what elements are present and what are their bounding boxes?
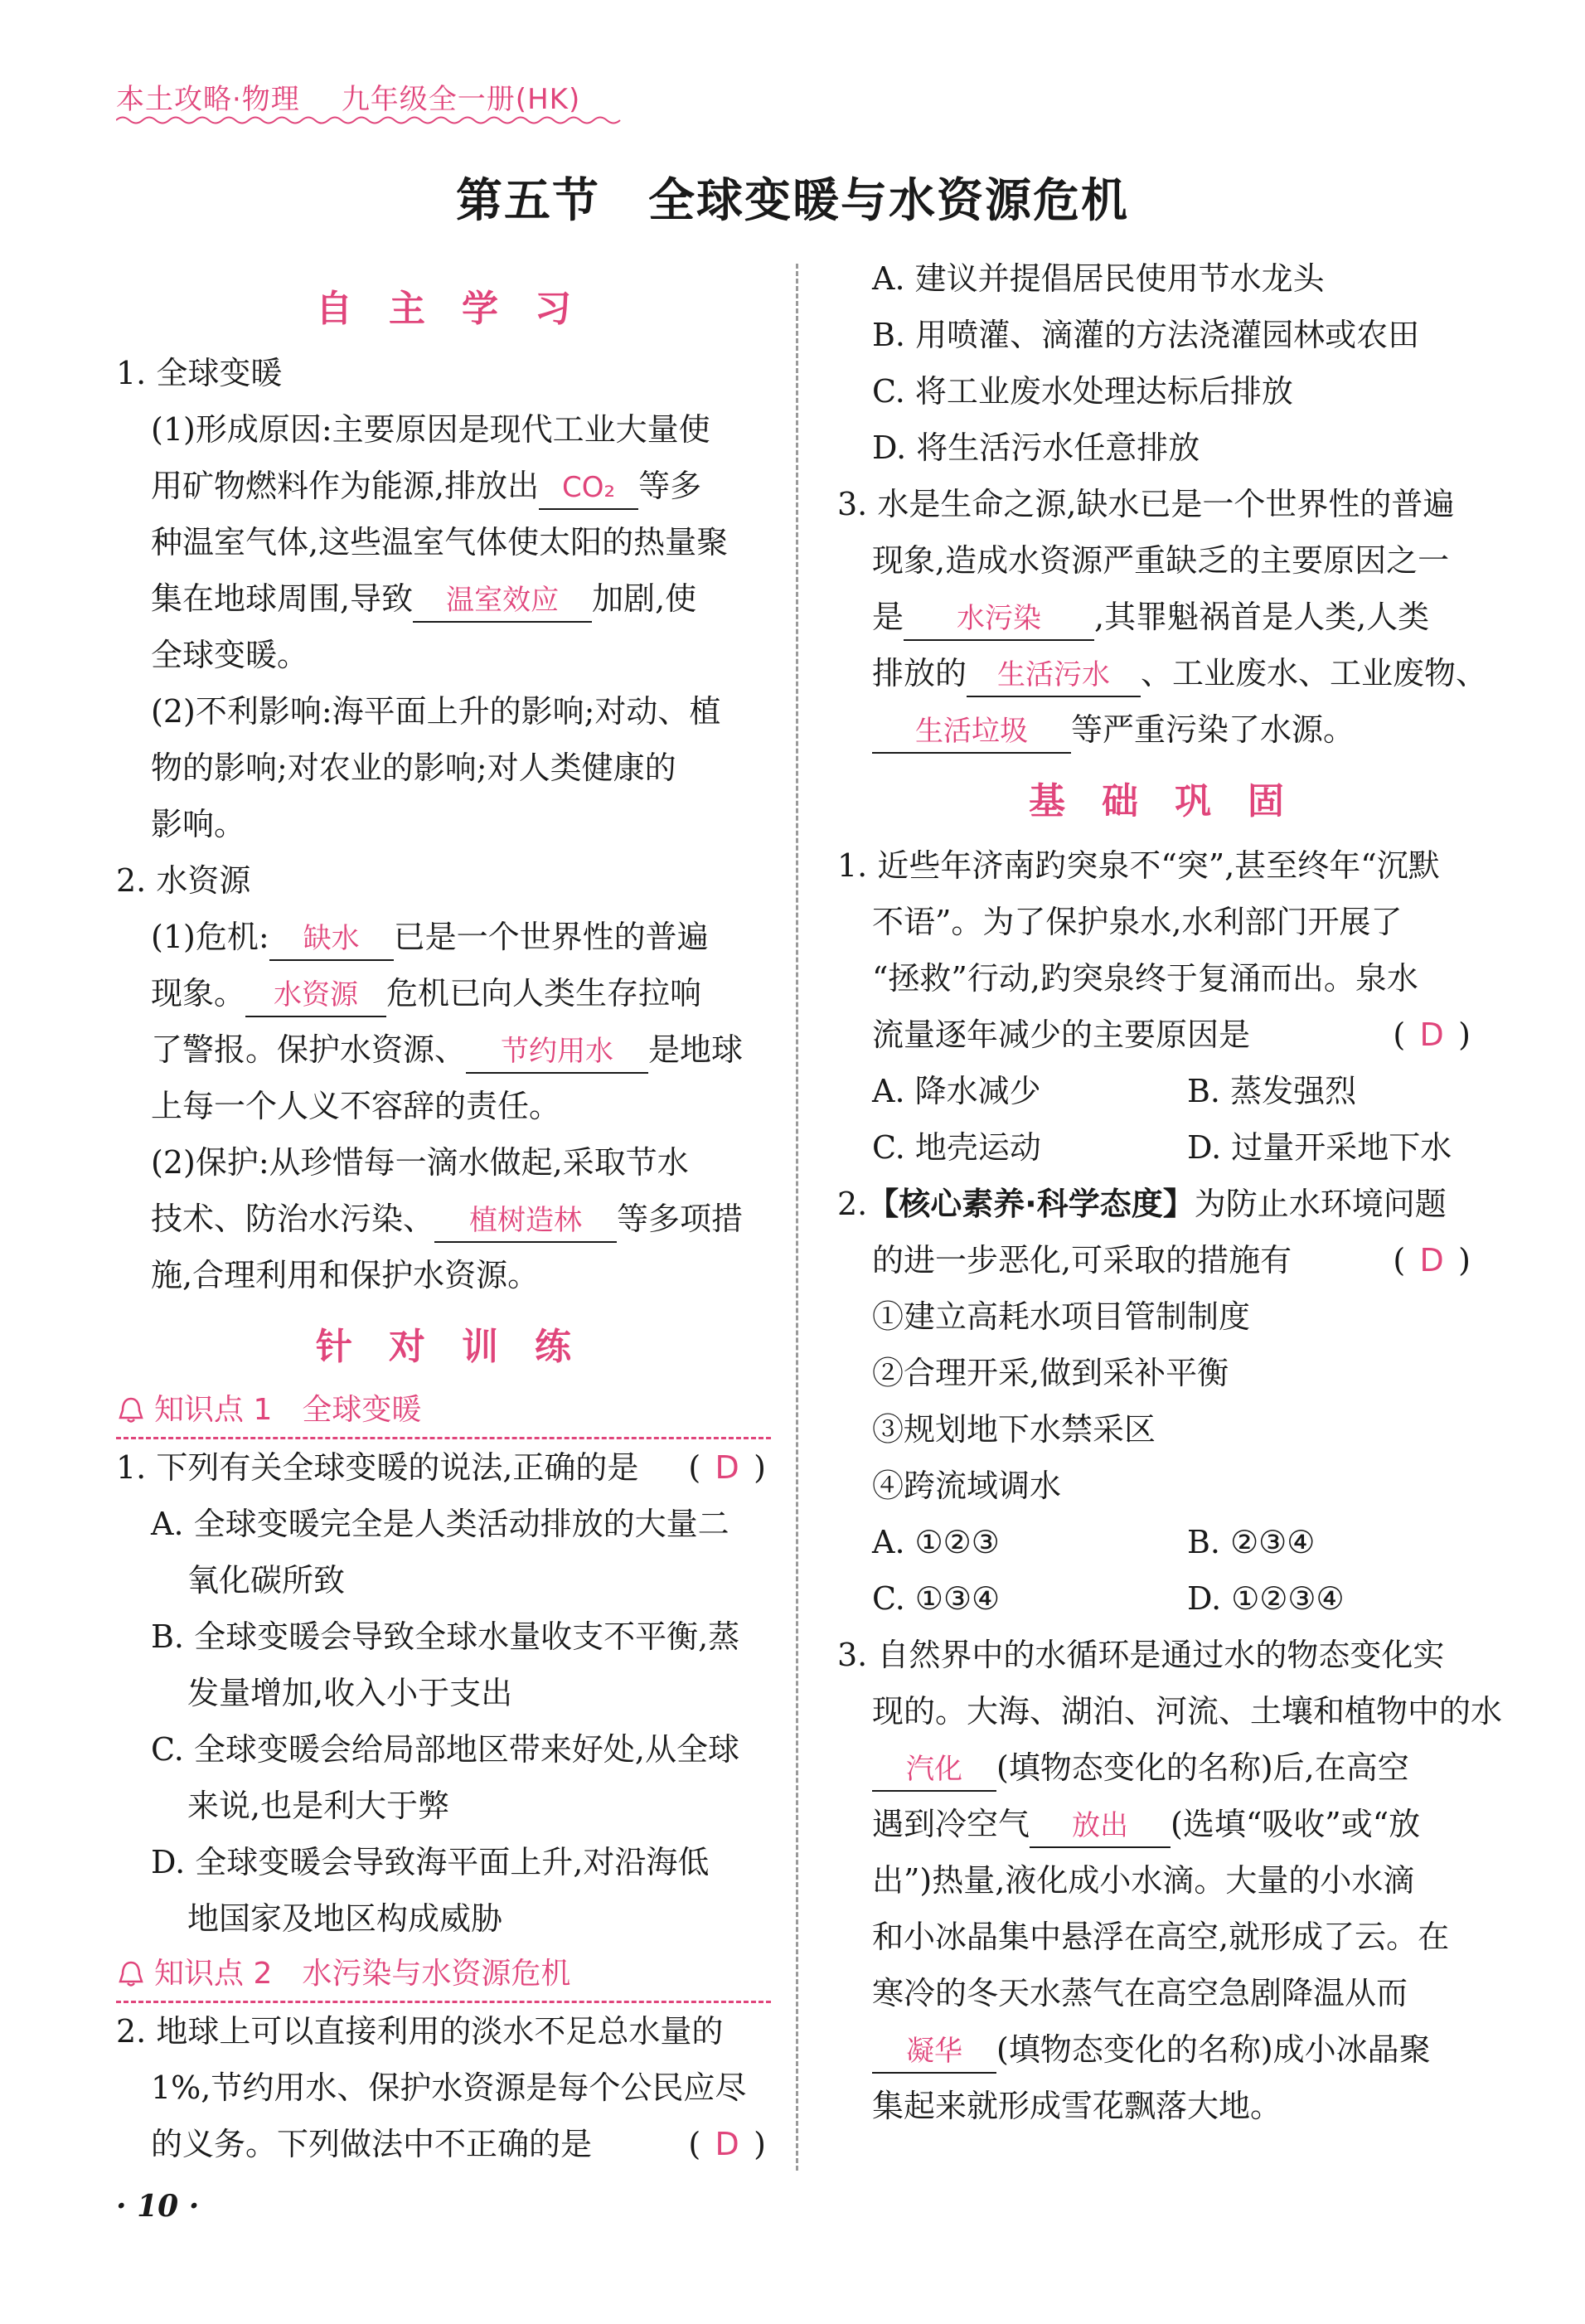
text-line: 集在地球周围,导致 温室效应 加剧,使 — [116, 570, 771, 627]
text-line: 不语”。为了保护泉水,水利部门开展了 — [872, 904, 1403, 940]
answer-choice: D — [1419, 1242, 1444, 1278]
question-line: 3. 水是生命之源,缺水已是一个世界性的普遍 — [837, 486, 1455, 522]
answer-blank: 缺水 — [269, 918, 394, 961]
text-line: 生活垃圾 等严重污染了水源。 — [837, 701, 1476, 758]
column-divider — [796, 264, 798, 2171]
answer-choice: D — [1419, 1016, 1444, 1053]
question-line: 2. 水资源 — [116, 862, 251, 899]
answer-blank: 凝华 — [872, 2030, 996, 2074]
section-char: 对 — [383, 1319, 431, 1367]
option-line: 氧化碳所致 — [187, 1562, 346, 1599]
option-line: A. 建议并提倡居民使用节水龙头 — [872, 260, 1325, 297]
page-number: · 10 · — [116, 2189, 200, 2224]
text-line: 1%,节约用水、保护水资源是每个公民应尽 — [151, 2069, 747, 2106]
answer-blank: 汽化 — [872, 1749, 996, 1792]
option-line: B. 全球变暖会导致全球水量收支不平衡,蒸 — [151, 1618, 740, 1655]
text-line: ①建立高耗水项目管制制度 — [872, 1298, 1251, 1335]
left-column — [116, 265, 771, 2172]
answer-choice: D — [715, 2126, 739, 2162]
section-char: 习 — [529, 281, 577, 329]
section-training — [116, 1303, 771, 1383]
question-line: 3. 自然界中的水循环是通过水的物态变化实 — [837, 1637, 1445, 1673]
option-line: A. ①②③ B. ②③④ — [872, 1524, 1316, 1560]
text-line: 技术、防治水污染、 植树造林 等多项措 — [116, 1191, 771, 1247]
option-line: 发量增加,收入小于支出 — [187, 1675, 513, 1711]
option-line: C. 将工业废水处理达标后排放 — [872, 373, 1293, 410]
text-line: 种温室气体,这些温室气体使太阳的热量聚 — [151, 524, 729, 560]
text-line: (2)不利影响:海平面上升的影响;对动、植 — [151, 693, 721, 730]
core-literacy-tag: 【核心素养·科学态度】 — [867, 1186, 1195, 1222]
text-line: (1)危机: 缺水 已是一个世界性的普遍 — [116, 909, 771, 965]
answer-blank: 放出 — [1030, 1805, 1171, 1848]
option-line: D. 全球变暖会导致海平面上升,对沿海低 — [151, 1844, 710, 1880]
section-basic — [837, 758, 1476, 837]
section-char: 学 — [456, 281, 504, 329]
text-line: 用矿物燃料作为能源,排放出 CO₂ 等多 — [116, 458, 771, 514]
page-title: 第五节 全球变暖与水资源危机 — [456, 173, 1129, 228]
option-line: D. 将生活污水任意排放 — [872, 429, 1200, 466]
option-line: B. 用喷灌、滴灌的方法浇灌园林或农田 — [872, 317, 1420, 353]
answer-blank: 温室效应 — [413, 580, 592, 623]
book-grade: 九年级全一册(HK) — [341, 83, 581, 116]
question-line: 1. 全球变暖 — [116, 355, 283, 391]
answer-blank: 生活污水 — [967, 654, 1141, 697]
text-line: 是 水污染 ,其罪魁祸首是人类,人类 — [837, 589, 1476, 645]
question-line: 1. 下列有关全球变暖的说法,正确的是 ( D ) — [116, 1439, 771, 1496]
text-line: 寒冷的冬天水蒸气在高空急剧降温从而 — [872, 1975, 1408, 2011]
question-line: 2.【核心素养·科学态度】为防止水环境问题 — [837, 1186, 1447, 1222]
text-line: 物的影响;对农业的影响;对人类健康的 — [151, 750, 676, 786]
text-line: 凝华 (填物态变化的名称)成小冰晶聚 — [837, 2021, 1476, 2078]
text-line: (1)形成原因:主要原因是现代工业大量使 — [151, 411, 710, 448]
knowledge-point-1: 知识点 1 全球变暖 — [116, 1383, 771, 1439]
section-char: 巩 — [1169, 774, 1217, 822]
text-line: 集起来就形成雪花飘落大地。 — [872, 2088, 1282, 2124]
text-line: “拯救”行动,趵突泉终于复涌而出。泉水 — [872, 960, 1418, 997]
option-line: 来说,也是利大于弊 — [187, 1788, 450, 1824]
text-line: 遇到冷空气 放出 (选填“吸收”或“放 — [837, 1796, 1476, 1852]
text-line: 现象,造成水资源严重缺乏的主要原因之一 — [872, 542, 1450, 579]
section-char: 础 — [1096, 774, 1144, 822]
text-line: (2)保护:从珍惜每一滴水做起,采取节水 — [151, 1144, 689, 1181]
text-line: 现象。 水资源 危机已向人类生存拉响 — [116, 965, 771, 1021]
text-line: ②合理开采,做到采补平衡 — [872, 1355, 1229, 1391]
header-wave-underline — [116, 114, 623, 126]
answer-blank: 植树造林 — [434, 1200, 617, 1243]
text-line: 排放的 生活污水 、工业废水、工业废物、 — [837, 645, 1476, 701]
bell-icon — [116, 1395, 146, 1425]
text-line: 流量逐年减少的主要原因是 ( D ) — [837, 1007, 1476, 1063]
answer-blank: 水污染 — [904, 598, 1094, 641]
answer-blank: 水资源 — [245, 974, 386, 1017]
answer-blank: 节约用水 — [466, 1031, 648, 1074]
text-line: 了警报。保护水资源、 节约用水 是地球 — [116, 1021, 771, 1078]
text-line: 的义务。下列做法中不正确的是 ( D ) — [116, 2116, 771, 2172]
section-char: 固 — [1242, 774, 1290, 822]
option-line: C. ①③④ D. ①②③④ — [872, 1580, 1345, 1617]
option-line: C. 全球变暖会给局部地区带来好处,从全球 — [151, 1731, 739, 1768]
option-line: C. 地壳运动 D. 过量开采地下水 — [872, 1129, 1452, 1166]
text-line: 和小冰晶集中悬浮在高空,就形成了云。在 — [872, 1919, 1450, 1955]
section-char: 针 — [310, 1319, 358, 1367]
option-line: A. 降水减少 B. 蒸发强烈 — [872, 1073, 1357, 1109]
text-line: ④跨流域调水 — [872, 1468, 1062, 1504]
option-line: A. 全球变暖完全是人类活动排放的大量二 — [151, 1506, 729, 1542]
section-char: 练 — [529, 1319, 577, 1367]
book-series: 本土攻略·物理 — [116, 83, 300, 116]
section-char: 主 — [383, 281, 431, 329]
text-line: 影响。 — [151, 806, 246, 842]
right-column — [837, 250, 1503, 2134]
text-line: 汽化 (填物态变化的名称)后,在高空 — [837, 1739, 1476, 1796]
option-line: 地国家及地区构成威胁 — [187, 1900, 503, 1937]
answer-blank: CO₂ — [539, 467, 638, 510]
text-line: ③规划地下水禁采区 — [872, 1411, 1156, 1448]
text-line: 现的。大海、湖泊、河流、土壤和植物中的水 — [872, 1693, 1503, 1730]
text-line: 出”)热量,液化成小水滴。大量的小水滴 — [872, 1862, 1415, 1899]
bell-icon — [116, 1959, 146, 1989]
answer-choice: D — [715, 1449, 739, 1486]
section-char: 基 — [1023, 774, 1071, 822]
text-line: 上每一个人义不容辞的责任。 — [151, 1088, 561, 1124]
knowledge-point-2: 知识点 2 水污染与水资源危机 — [116, 1947, 771, 2003]
section-char: 自 — [310, 281, 358, 329]
text-line: 施,合理利用和保护水资源。 — [151, 1257, 540, 1293]
question-line: 2. 地球上可以直接利用的淡水不足总水量的 — [116, 2013, 724, 2050]
answer-blank: 生活垃圾 — [872, 711, 1071, 754]
text-line: 全球变暖。 — [151, 637, 309, 673]
text-line: 的进一步恶化,可采取的措施有 ( D ) — [837, 1232, 1476, 1288]
section-self-study — [116, 265, 771, 345]
question-line: 1. 近些年济南趵突泉不“突”,甚至终年“沉默 — [837, 847, 1440, 884]
book-header — [116, 76, 580, 117]
section-char: 训 — [456, 1319, 504, 1367]
